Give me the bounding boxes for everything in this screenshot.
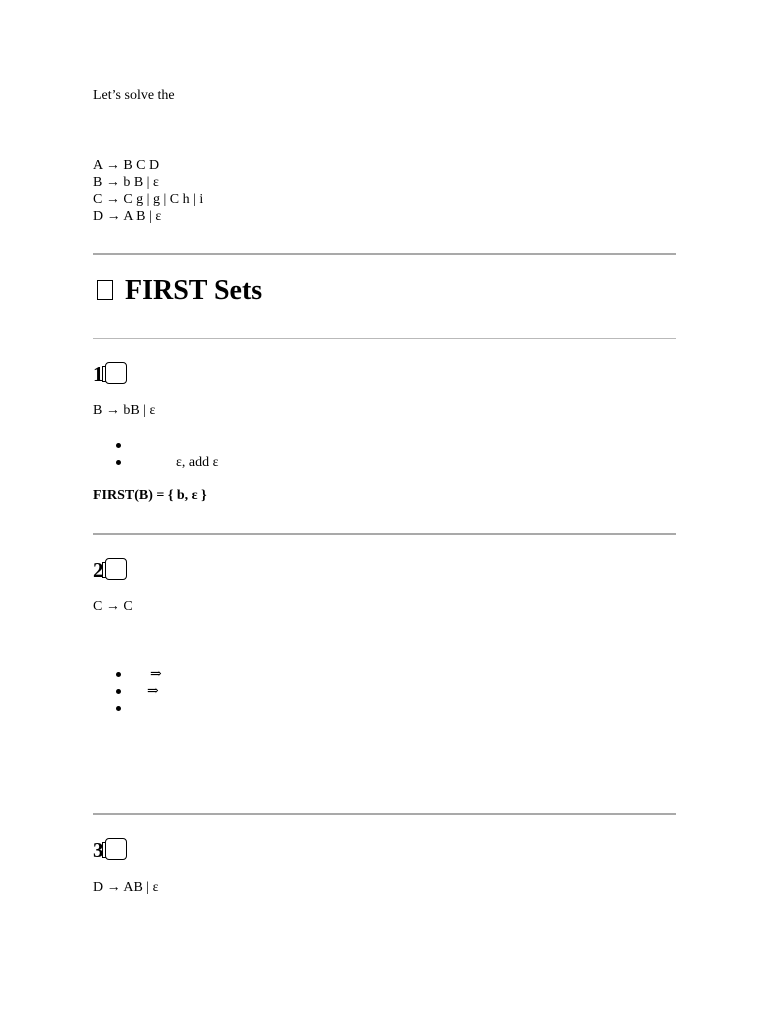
section-1-heading (93, 361, 127, 387)
grammar-rule: C → C g | g | C h | i (93, 192, 204, 207)
section-2-production: C → C (93, 599, 133, 614)
section-number: 3 (93, 838, 104, 862)
section-3-production: D → AB | ε (93, 880, 159, 895)
first-sets-heading (93, 274, 262, 308)
section-number: 1 (93, 362, 104, 386)
bullet-icon (116, 460, 121, 465)
bullet-icon (116, 689, 121, 694)
intro-text: Let’s solve the (93, 88, 175, 103)
keycap-icon (105, 362, 127, 384)
bullet-icon (116, 672, 121, 677)
first-sets-heading-text: FIRST Sets (125, 275, 263, 306)
bullet-icon (116, 443, 121, 448)
horizontal-divider (93, 813, 676, 815)
section-1-result: FIRST(B) = { b, ε } (93, 488, 207, 503)
keycap-icon (105, 838, 127, 860)
grammar-rule: A → B C D (93, 158, 160, 173)
horizontal-divider (93, 253, 676, 255)
box-glyph-icon (97, 280, 113, 300)
horizontal-divider (93, 338, 676, 339)
grammar-rule: D → A B | ε (93, 209, 162, 224)
section-1-production: B → bB | ε (93, 403, 156, 418)
section-number: 2 (93, 558, 104, 582)
grammar-rule: B → b B | ε (93, 175, 159, 190)
bullet-icon (116, 706, 121, 711)
keycap-icon (105, 558, 127, 580)
horizontal-divider (93, 533, 676, 535)
section-3-heading (93, 837, 127, 863)
grammar-block (93, 157, 203, 225)
section-2-heading (93, 557, 127, 583)
